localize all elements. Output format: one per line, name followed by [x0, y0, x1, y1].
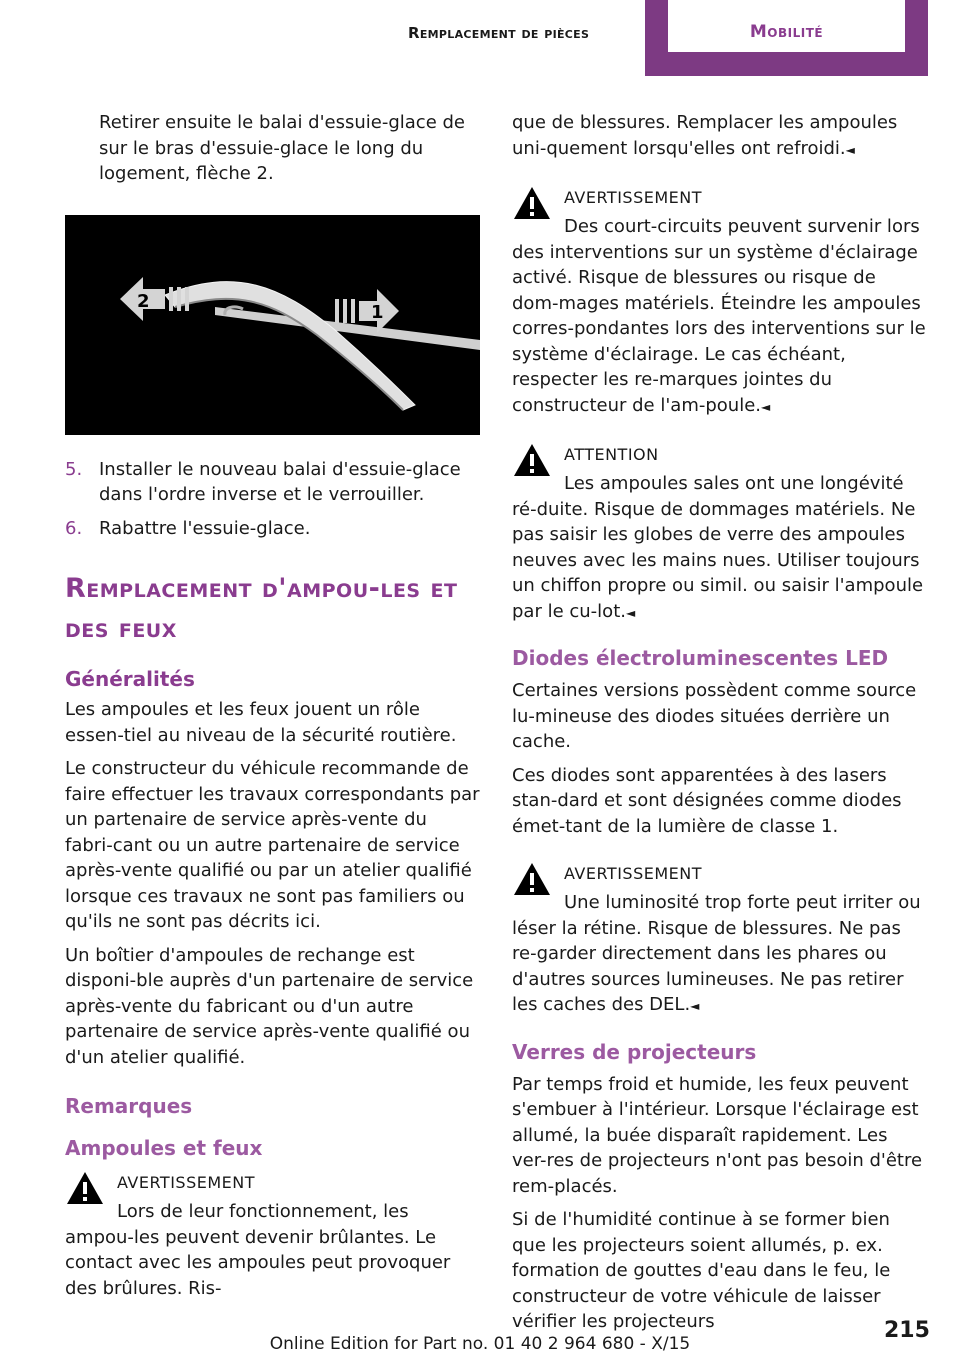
page-number: 215	[884, 1318, 930, 1343]
list-item	[65, 516, 480, 542]
generalites-heading: Généralités	[65, 667, 195, 691]
paragraph: Ces diodes sont apparentées à des lasers stan-dard et sont désignées comme diodes émet-tant de la lumière de classe 1.	[512, 764, 902, 837]
warning-block	[65, 1170, 480, 1301]
step-text: Rabattre l'essuie-glace.	[99, 517, 311, 539]
warning-triangle-icon	[512, 442, 552, 478]
paragraph: Les ampoules et les feux jouent un rôle essen-tiel au niveau de la sécurité routière.	[65, 699, 457, 746]
list-item	[65, 457, 480, 508]
steps-list	[65, 457, 480, 542]
remarques-heading: Remarques	[65, 1094, 193, 1118]
ampoules-heading: Ampoules et feux	[65, 1136, 263, 1160]
paragraph: Le constructeur du véhicule recommande de faire effectuer les travaux correspondants par un partenaire de service après-vente du fabri-cant ou un autre partenaire de service après-vente qualifié ou par un atelier qualifié lorsque ces travaux ne sont pas familiers ou qu'ils ne sont pas décrits ici.	[65, 758, 480, 932]
warning-title: AVERTISSEMENT	[117, 1173, 255, 1192]
running-header-chapter: Remplacement de pièces	[408, 24, 590, 42]
paragraph: Par temps froid et humide, les feux peuvent s'embuer à l'intérieur. Lorsque l'éclairage est allumé, la buée disparaît rapidement. Les ver-res de projecteurs n'ont pas besoin d'être rem-placés.	[512, 1073, 923, 1197]
warning-text-continued: que de blessures. Remplacer les ampoules uni-quement lorsqu'elles ont refroidi.◄	[512, 112, 898, 159]
svg-text:1: 1	[371, 301, 384, 323]
paragraph: Certaines versions possèdent comme source lu-mineuse des diodes situées derrière un cache.	[512, 680, 917, 752]
step-text: Installer le nouveau balai d'essuie-glace dans l'ordre inverse et le verrouiller.	[99, 458, 461, 505]
warning-triangle-icon	[512, 185, 552, 221]
warning-triangle-icon	[65, 1170, 105, 1206]
warning-text: Des court-circuits peuvent survenir lors des interventions sur un système d'éclairage activé. Risque de blessures ou risque de dom-mages matériels. Éteindre les ampoules corres-pondantes lors des interventions sur le système d'éclairage. Le cas échéant, respecter les re-marques jointes du constructeur de l'am-poule.◄	[512, 216, 926, 416]
end-mark: ◄	[845, 142, 855, 157]
intro-text: Retirer ensuite le balai d'essuie-glace de sur le bras d'essuie-glace le long du logement, flèche 2.	[99, 112, 465, 184]
right-column	[512, 110, 927, 1343]
warning-triangle-icon	[512, 861, 552, 897]
warning-block	[512, 185, 927, 420]
led-heading: Diodes électroluminescentes LED	[512, 646, 889, 670]
footer-edition: Online Edition for Part no. 01 40 2 964 680 - X/15	[269, 1334, 691, 1354]
verres-heading: Verres de projecteurs	[512, 1039, 757, 1064]
wiper-blade-figure	[65, 215, 480, 435]
warning-block	[512, 861, 927, 1020]
attention-text: Les ampoules sales ont une longévité ré-duite. Risque de dommages matériels. Ne pas saisir les globes de verre des ampoules neuves avec les mains nues. Utiliser toujours un chiffon propre ou simil. ou saisir l'ampoule par le cu-lot.◄	[512, 473, 924, 622]
end-mark: ◄	[690, 999, 700, 1013]
attention-title: ATTENTION	[564, 445, 659, 464]
step-number: 6.	[65, 517, 83, 539]
chapter-tab-label: Mobilité	[749, 22, 824, 42]
warning-title: AVERTISSEMENT	[564, 864, 702, 883]
paragraph: Un boîtier d'ampoules de rechange est disponi-ble auprès d'un partenaire de service après-vente du fabricant ou d'un autre partenaire de service après-vente qualifié ou d'un atelier qualifié.	[65, 944, 474, 1068]
warning-text: Une luminosité trop forte peut irriter ou léser la rétine. Risque de blessures. Ne pas re-garder directement dans les phares ou d'autres sources lumineuses. Ne pas retirer les caches des DEL.◄	[512, 892, 921, 1015]
end-mark: ◄	[761, 399, 771, 414]
warning-title: AVERTISSEMENT	[564, 188, 702, 207]
wiper-blade-illustration	[65, 215, 480, 435]
svg-text:2: 2	[137, 290, 150, 312]
step-number: 5.	[65, 458, 83, 480]
attention-block	[512, 442, 927, 626]
chapter-tab	[668, 0, 905, 52]
left-column	[65, 110, 480, 1311]
end-mark: ◄	[625, 605, 636, 620]
section-title: Remplacement d'ampou-les et des feux	[65, 573, 458, 644]
paragraph: Si de l'humidité continue à se former bien que les projecteurs soient allumés, p. ex. formation de gouttes d'eau dans le feu, le constructeur de votre véhicule de laisser vérifier les projecteurs	[512, 1209, 891, 1332]
warning-text: Lors de leur fonctionnement, les ampou-les peuvent devenir brûlantes. Le contact avec les ampoules peut provoquer des brûlures. Ris-	[65, 1201, 451, 1299]
